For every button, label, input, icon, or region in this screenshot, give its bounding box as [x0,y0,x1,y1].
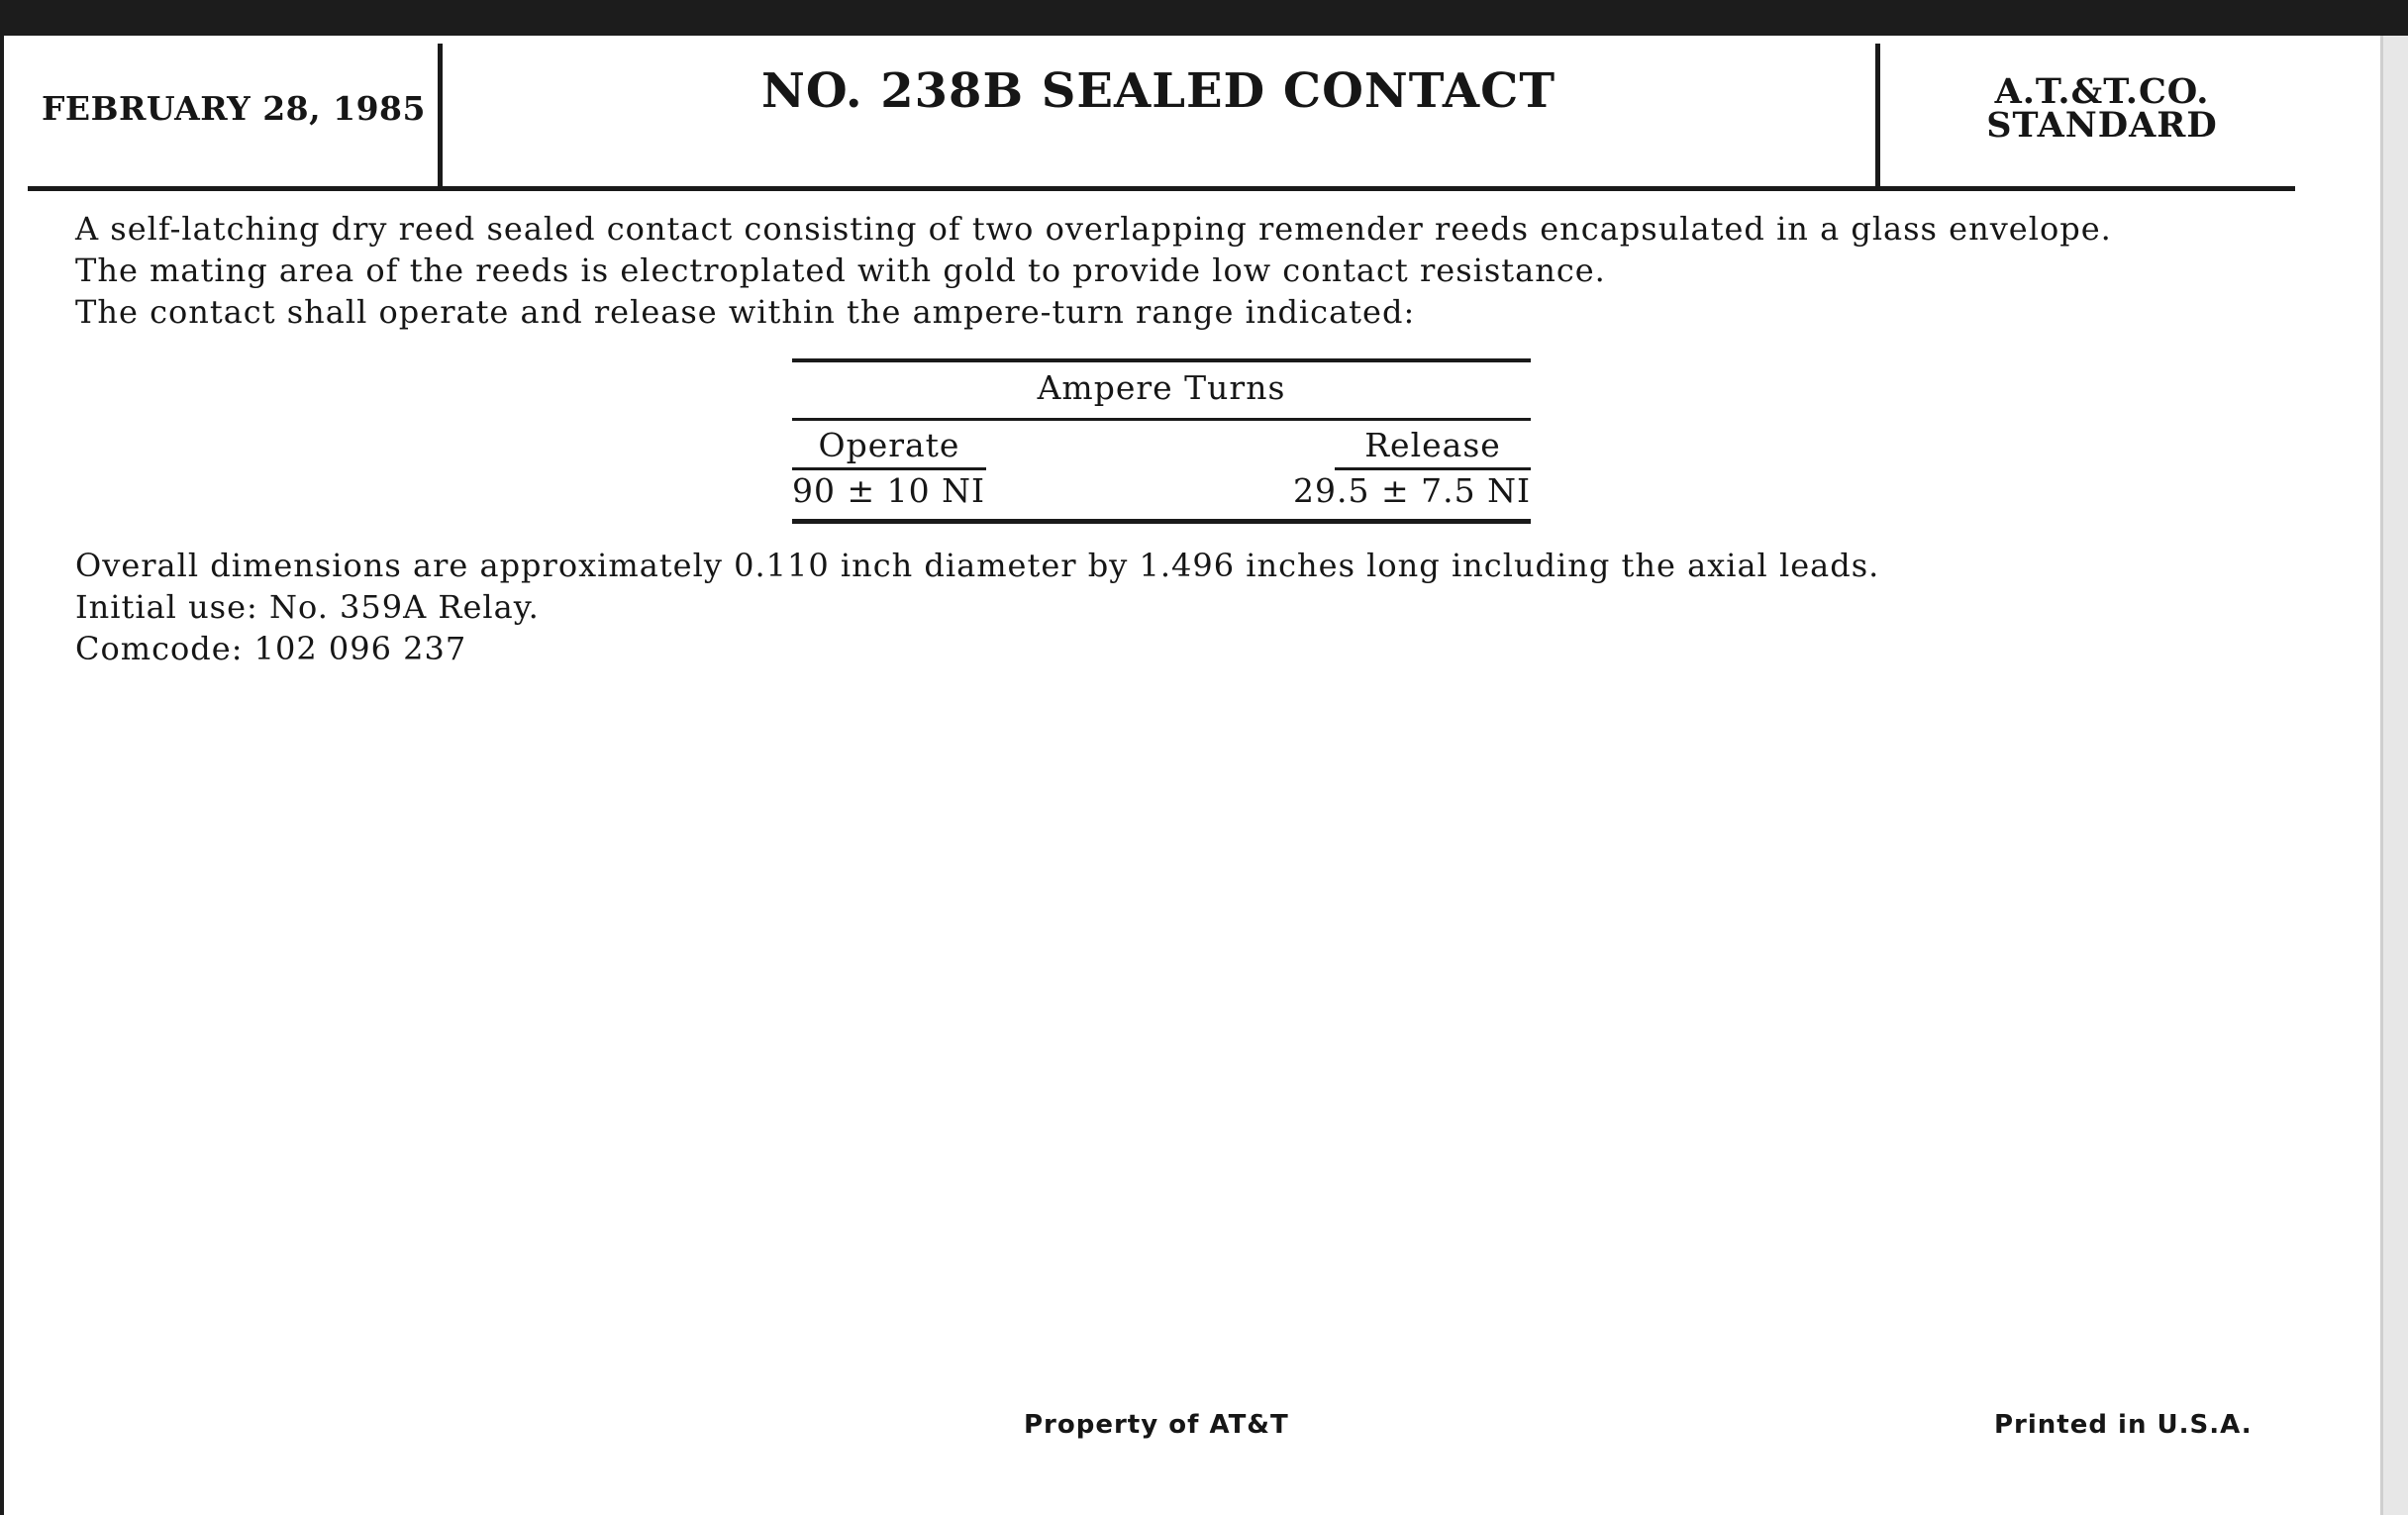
table-mid-rule [792,418,1531,421]
operate-column-header: Operate [818,426,960,464]
page-title: NO. 238B SEALED CONTACT [760,63,1556,119]
initial-use-text: Initial use: No. 359A Relay. [75,588,540,626]
footer-printed: Printed in U.S.A. [1994,1410,2253,1440]
footer-property: Property of AT&T [1024,1410,1289,1440]
table-heading: Ampere Turns [1037,368,1286,407]
page-edge [2380,36,2408,1515]
release-value: 29.5 ± 7.5 NI [1293,471,1531,510]
header-rule [28,186,2295,191]
dimensions-text: Overall dimensions are approximately 0.110 inch diameter by 1.496 inches long including the axial leads. [75,547,1880,584]
table-top-rule [792,358,1531,362]
description-line-2: The mating area of the reeds is electroplated with gold to provide low contact resistance. [75,252,1606,289]
standard-line-2: STANDARD [1986,105,2218,146]
release-column-header: Release [1364,426,1501,464]
header-date: FEBRUARY 28, 1985 [42,89,426,128]
comcode-text: Comcode: 102 096 237 [75,630,467,667]
standard-line-1: A.T.&T.CO. [1994,71,2210,112]
standard-mark [1879,71,2325,146]
table-bottom-rule [792,519,1531,524]
description-paragraph [75,208,2112,333]
operate-header-rule [792,467,986,470]
operate-value: 90 ± 10 NI [792,471,986,510]
description-line-1: A self-latching dry reed sealed contact consisting of two overlapping remender reeds encapsulated in a glass envelope. [75,210,2112,248]
details-paragraph [75,545,1879,669]
release-header-rule [1335,467,1531,470]
description-line-3: The contact shall operate and release within the ampere-turn range indicated: [75,293,1416,331]
ampere-turns-table [792,356,1531,525]
